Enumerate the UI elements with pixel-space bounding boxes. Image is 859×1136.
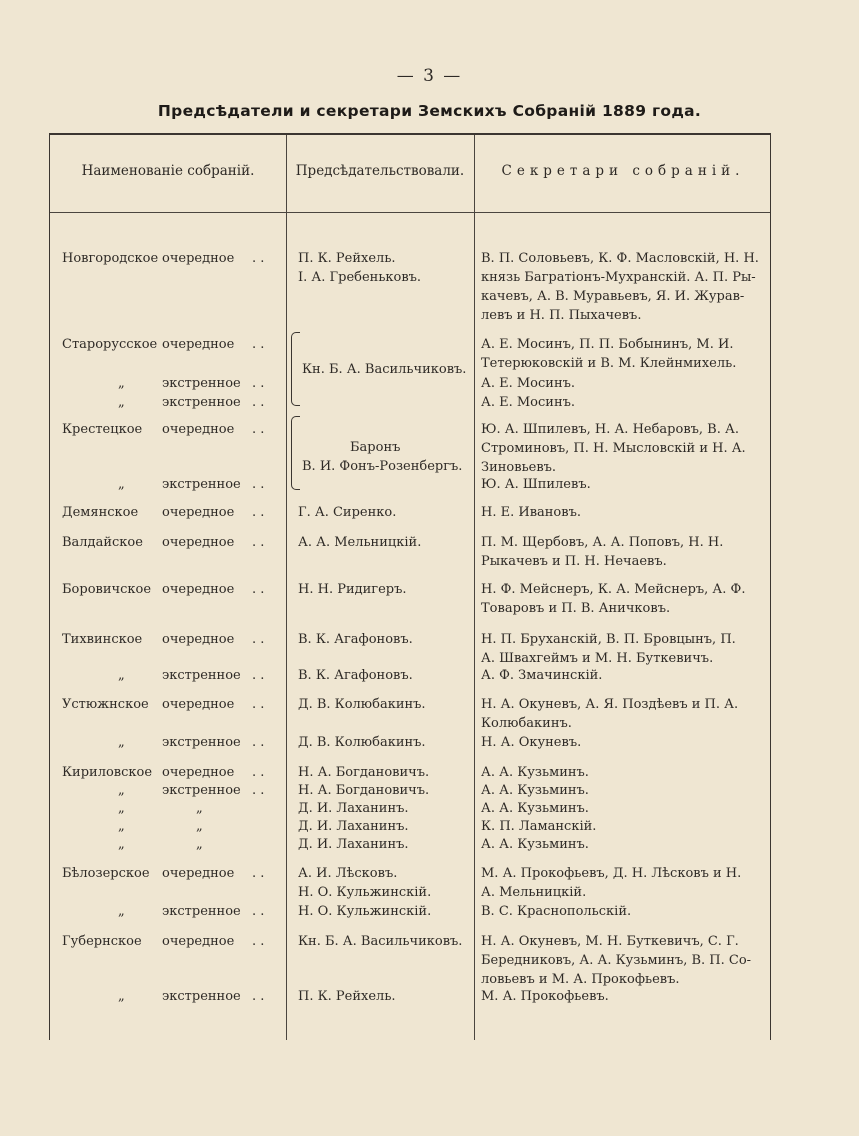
leader-dots: . . (252, 697, 265, 712)
session-type: очередное (162, 934, 235, 949)
ditto-mark: „ (118, 735, 125, 750)
secretaries-line: Н. А. Окуневъ. (481, 735, 582, 750)
secretaries-line: Н. Е. Ивановъ. (481, 505, 581, 520)
chair-name: Кн. Б. А. Васильчиковъ. (298, 934, 463, 949)
chair-name: В. И. Фонъ-Розенбергъ. (302, 459, 463, 474)
assembly-name: Устюжнское (62, 697, 149, 712)
secretaries-line: В. П. Соловьевъ, К. Ф. Масловскій, Н. Н. (481, 251, 759, 266)
leader-dots: . . (252, 251, 265, 266)
chair-name: Д. В. Колюбакинъ. (298, 697, 426, 712)
chair-name: А. И. Лѣсковъ. (298, 866, 398, 881)
secretaries-line: А. Мельницкій. (481, 885, 587, 900)
leader-dots: . . (252, 904, 265, 919)
session-type: экстренное (162, 904, 241, 919)
secretaries-line: Н. Ф. Мейснеръ, К. А. Мейснеръ, А. Ф. (481, 582, 746, 597)
leader-dots: . . (252, 783, 265, 798)
secretaries-line: Н. А. Окуневъ, М. Н. Буткевичъ, С. Г. (481, 934, 739, 949)
assembly-name: Крестецкое (62, 422, 143, 437)
session-type: экстренное (162, 376, 241, 391)
brace (291, 332, 300, 406)
assembly-name: Старорусское (62, 337, 158, 352)
brace (291, 416, 300, 490)
session-type: экстренное (162, 477, 241, 492)
secretaries-line: Н. А. Окуневъ, А. Я. Поздѣевъ и П. А. (481, 697, 739, 712)
leader-dots: . . (252, 668, 265, 683)
session-type: очередное (162, 422, 235, 437)
secretaries-line: князь Багратіонъ-Мухранскій. А. П. Ры- (481, 270, 756, 285)
session-type: экстренное (162, 395, 241, 410)
secretaries-line: Тетерюковскій и В. М. Клейнмихель. (481, 356, 737, 371)
column-divider-1 (286, 135, 287, 1040)
secretaries-line: К. П. Ламанскій. (481, 819, 597, 834)
assembly-name: Демянское (62, 505, 139, 520)
secretaries-line: Н. П. Бруханскій, В. П. Бровцынъ, П. (481, 632, 736, 647)
leader-dots: . . (252, 535, 265, 550)
chair-name: Н. А. Богдановичъ. (298, 783, 430, 798)
ditto-mark: „ (118, 989, 125, 1004)
header-col-name: Наименованіе собраній. (81, 163, 255, 179)
secretaries-line: Строминовъ, П. Н. Мысловскій и Н. А. (481, 441, 746, 456)
page-number: — 3 — (396, 66, 463, 86)
secretaries-line: Колюбакинъ. (481, 716, 572, 731)
ditto-mark: „ (118, 477, 125, 492)
session-type: экстренное (162, 783, 241, 798)
chair-name: П. К. Рейхель. (298, 989, 396, 1004)
assembly-name: Боровичское (62, 582, 152, 597)
session-type: очередное (162, 535, 235, 550)
session-type: очередное (162, 337, 235, 352)
secretaries-line: А. А. Кузьминъ. (481, 765, 589, 780)
secretaries-line: В. С. Краснопольскій. (481, 904, 632, 919)
secretaries-line: ловьевъ и М. А. Прокофьевъ. (481, 972, 680, 987)
assembly-name: Кириловское (62, 765, 153, 780)
leader-dots: . . (252, 934, 265, 949)
ditto-mark: „ (118, 668, 125, 683)
header-col-secretaries: Секретари собраній. (501, 163, 745, 179)
secretaries-line: Рыкачевъ и П. Н. Нечаевъ. (481, 554, 667, 569)
secretaries-line: Бередниковъ, А. А. Кузьминъ, В. П. Со- (481, 953, 752, 968)
session-type: очередное (162, 251, 235, 266)
chair-title: Баронъ (350, 440, 401, 455)
secretaries-line: М. А. Прокофьевъ. (481, 989, 609, 1004)
chair-name: Д. И. Лаханинъ. (298, 837, 409, 852)
chair-name: Г. А. Сиренко. (298, 505, 397, 520)
session-type: очередное (162, 505, 235, 520)
secretaries-line: Ю. А. Шпилевъ, Н. А. Небаровъ, В. А. (481, 422, 739, 437)
chair-name: В. К. Агафоновъ. (298, 668, 413, 683)
chair-name: Н. Н. Ридигеръ. (298, 582, 407, 597)
secretaries-line: М. А. Прокофьевъ, Д. Н. Лѣсковъ и Н. (481, 866, 742, 881)
ditto-mark: „ (118, 837, 125, 852)
ditto-mark: „ (118, 783, 125, 798)
chair-name: Д. И. Лаханинъ. (298, 819, 409, 834)
session-type: экстренное (162, 735, 241, 750)
secretaries-line: левъ и Н. П. Пыхачевъ. (481, 308, 642, 323)
leader-dots: . . (252, 337, 265, 352)
header-separator (50, 212, 770, 213)
ditto-mark: „ (118, 376, 125, 391)
leader-dots: . . (252, 582, 265, 597)
chair-name: Д. В. Колюбакинъ. (298, 735, 426, 750)
ditto-mark: „ (196, 837, 203, 852)
assembly-name: Бѣлозерское (62, 866, 150, 881)
session-type: очередное (162, 697, 235, 712)
leader-dots: . . (252, 989, 265, 1004)
session-type: очередное (162, 582, 235, 597)
secretaries-line: А. А. Кузьминъ. (481, 783, 589, 798)
session-type: экстренное (162, 668, 241, 683)
leader-dots: . . (252, 376, 265, 391)
chair-name: Н. О. Кульжинскій. (298, 904, 432, 919)
column-divider-2 (474, 135, 475, 1040)
ditto-mark: „ (196, 801, 203, 816)
secretaries-line: А. Ф. Змачинскій. (481, 668, 603, 683)
secretaries-line: Ю. А. Шпилевъ. (481, 477, 591, 492)
ditto-mark: „ (118, 395, 125, 410)
ditto-mark: „ (196, 819, 203, 834)
secretaries-line: А. А. Кузьминъ. (481, 837, 589, 852)
assembly-name: Губернское (62, 934, 142, 949)
chair-name: Н. А. Богдановичъ. (298, 765, 430, 780)
secretaries-line: П. М. Щербовъ, А. А. Поповъ, Н. Н. (481, 535, 724, 550)
ditto-mark: „ (118, 904, 125, 919)
session-type: очередное (162, 765, 235, 780)
header-col-chairs: Предсѣдательствовали. (295, 163, 465, 179)
assembly-name: Тихвинское (62, 632, 143, 647)
leader-dots: . . (252, 395, 265, 410)
assembly-name: Валдайское (62, 535, 143, 550)
leader-dots: . . (252, 632, 265, 647)
secretaries-line: качевъ, А. В. Муравьевъ, Я. И. Журав- (481, 289, 745, 304)
secretaries-line: А. Е. Мосинъ, П. П. Бобынинъ, М. И. (481, 337, 734, 352)
leader-dots: . . (252, 866, 265, 881)
leader-dots: . . (252, 505, 265, 520)
secretaries-line: А. А. Кузьминъ. (481, 801, 589, 816)
secretaries-line: Зиновьевъ. (481, 460, 557, 475)
leader-dots: . . (252, 765, 265, 780)
chair-name: Д. И. Лаханинъ. (298, 801, 409, 816)
leader-dots: . . (252, 477, 265, 492)
secretaries-line: Товаровъ и П. В. Аничковъ. (481, 601, 671, 616)
secretaries-line: А. Е. Мосинъ. (481, 395, 576, 410)
session-type: экстренное (162, 989, 241, 1004)
chair-name: І. А. Гребеньковъ. (298, 270, 422, 285)
chair-name: А. А. Мельницкій. (298, 535, 422, 550)
secretaries-line: А. Швахгеймъ и М. Н. Буткевичъ. (481, 651, 714, 666)
session-type: очередное (162, 632, 235, 647)
chair-name: Кн. Б. А. Васильчиковъ. (302, 362, 467, 377)
secretaries-line: А. Е. Мосинъ. (481, 376, 576, 391)
ditto-mark: „ (118, 819, 125, 834)
page-title: Предсѣдатели и секретари Земскихъ Собраній 1889 года. (157, 102, 702, 120)
leader-dots: . . (252, 735, 265, 750)
session-type: очередное (162, 866, 235, 881)
leader-dots: . . (252, 422, 265, 437)
chair-name: Н. О. Кульжинскій. (298, 885, 432, 900)
assembly-name: Новгородское (62, 251, 159, 266)
ditto-mark: „ (118, 801, 125, 816)
chair-name: П. К. Рейхель. (298, 251, 396, 266)
chair-name: В. К. Агафоновъ. (298, 632, 413, 647)
